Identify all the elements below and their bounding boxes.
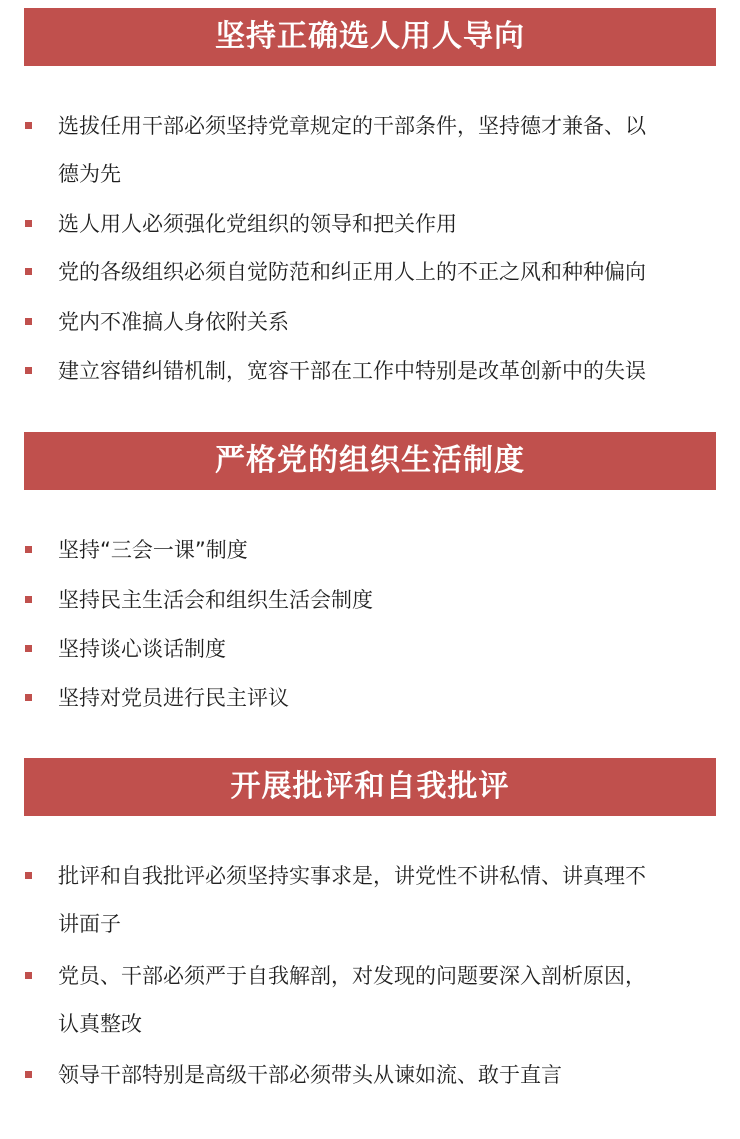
list-item-text: 选人用人必须强化党组织的领导和把关作用 [58, 212, 457, 236]
square-bullet-icon [25, 367, 32, 374]
list-item-text: 坚持“三会一课”制度 [58, 538, 248, 562]
list-item-text: 坚持谈心谈话制度 [58, 637, 226, 661]
list-item-text: 党员、干部必须严于自我解剖，对发现的问题要深入剖析原因， [58, 964, 646, 988]
square-bullet-icon [25, 318, 32, 325]
square-bullet-icon [25, 972, 32, 979]
section-1-title: 坚持正确选人用人导向 [24, 8, 716, 66]
list-item-text: 党内不准搞人身依附关系 [58, 310, 289, 334]
square-bullet-icon [25, 872, 32, 879]
list-item-text: 坚持民主生活会和组织生活会制度 [58, 588, 373, 612]
square-bullet-icon [25, 546, 32, 553]
square-bullet-icon [25, 122, 32, 129]
list-item-text: 建立容错纠错机制，宽容干部在工作中特别是改革创新中的失误 [58, 359, 646, 383]
list-item-text: 党的各级组织必须自觉防范和纠正用人上的不正之风和种种偏向 [58, 260, 646, 284]
square-bullet-icon [25, 1071, 32, 1078]
section-3-title: 开展批评和自我批评 [24, 758, 716, 816]
square-bullet-icon [25, 220, 32, 227]
square-bullet-icon [25, 694, 32, 701]
list-item-text: 领导干部特别是高级干部必须带头从谏如流、敢于直言 [58, 1063, 562, 1087]
section-2-title: 严格党的组织生活制度 [24, 432, 716, 490]
list-item-text: 坚持对党员进行民主评议 [58, 686, 289, 710]
list-item-text: 批评和自我批评必须坚持实事求是，讲党性不讲私情、讲真理不 [58, 864, 646, 888]
list-item-text-continued: 讲面子 [58, 912, 121, 936]
list-item-text: 选拔任用干部必须坚持党章规定的干部条件，坚持德才兼备、以 [58, 114, 646, 138]
square-bullet-icon [25, 645, 32, 652]
square-bullet-icon [25, 268, 32, 275]
square-bullet-icon [25, 596, 32, 603]
list-item-text-continued: 德为先 [58, 162, 121, 186]
list-item-text-continued: 认真整改 [58, 1012, 142, 1036]
